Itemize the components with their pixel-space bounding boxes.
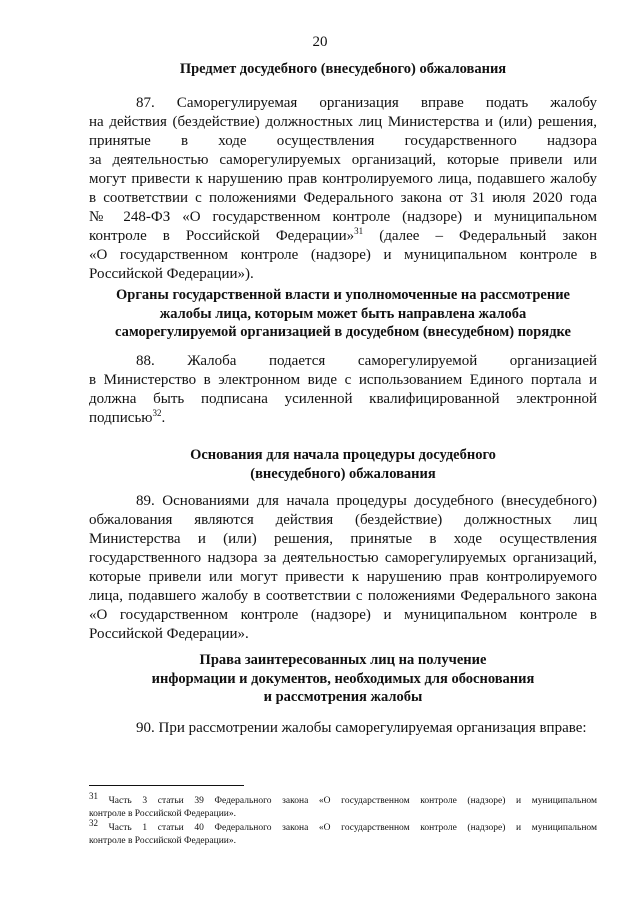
footnote-31 bbox=[89, 790, 597, 821]
heading-line: (внесудебного) обжалования bbox=[250, 465, 436, 482]
paragraph-87 bbox=[89, 94, 597, 284]
paragraph-text: (далее – Федеральный закон bbox=[363, 228, 597, 244]
footnote-divider bbox=[89, 785, 244, 786]
paragraph-90 bbox=[89, 719, 597, 738]
paragraph-line: Российской Федерации»). bbox=[89, 266, 254, 282]
paragraph-text: . bbox=[161, 410, 166, 426]
heading-line: Предмет досудебного (внесудебного) обжалования bbox=[179, 61, 507, 77]
footnote-line: контроле в Российской Федерации». bbox=[89, 809, 236, 819]
heading-line: и рассмотрения жалобы bbox=[263, 689, 423, 705]
section-heading-authorities bbox=[88, 286, 598, 342]
paragraph-line: в соответствии с положениями Федерального закона от 31 июля 2020 года bbox=[89, 190, 597, 206]
paragraph-line: государственного надзора за деятельностью саморегулируемых организаций, bbox=[89, 550, 597, 566]
section-heading-grounds bbox=[88, 446, 598, 483]
paragraph-line: обжалования являются действия (бездействие) должностных лиц bbox=[89, 512, 597, 528]
paragraph-line: 89. Основаниями для начала процедуры досудебного (внесудебного) bbox=[136, 493, 597, 509]
heading-line: Органы государственной власти и уполномоченные на рассмотрение bbox=[116, 287, 570, 303]
footnote-text: Часть 3 статьи 39 Федерального закона «О государственном контроле (надзоре) и муниципальном bbox=[98, 796, 597, 806]
paragraph-line bbox=[89, 227, 597, 246]
footnote-32 bbox=[89, 817, 597, 848]
paragraph-line: на действия (бездействие) должностных лиц Министерства и (или) решения, bbox=[89, 114, 597, 130]
paragraph-88 bbox=[89, 352, 597, 428]
heading-line: жалобы лица, которым может быть направлена жалоба bbox=[159, 305, 527, 322]
paragraph-line: «О государственном контроле (надзоре) и муниципальном контроле в bbox=[89, 607, 597, 623]
footnote-line bbox=[89, 817, 597, 835]
paragraph-89 bbox=[89, 492, 597, 644]
section-heading-subject bbox=[88, 60, 598, 79]
paragraph-text: контроле в Российской Федерации» bbox=[89, 228, 355, 244]
footnote-line bbox=[89, 790, 597, 808]
paragraph-line: должна быть подписана усиленной квалифицированной электронной bbox=[89, 391, 597, 407]
paragraph-text: подписью bbox=[89, 410, 153, 426]
footnote-ref-31[interactable]: 31 bbox=[354, 226, 364, 236]
paragraph-line: «О государственном контроле (надзоре) и муниципальном контроле в bbox=[89, 247, 597, 263]
paragraph-line: лица, подавшего жалобу в соответствии с положениями Федерального закона bbox=[89, 588, 597, 604]
footnote-line: контроле в Российской Федерации». bbox=[89, 836, 236, 846]
paragraph-line: № 248-ФЗ «О государственном контроле (надзоре) и муниципальном bbox=[89, 209, 597, 225]
heading-line: Основания для начала процедуры досудебного bbox=[190, 447, 496, 463]
heading-line: информации и документов, необходимых для обоснования bbox=[151, 670, 535, 687]
footnote-text: Часть 1 статьи 40 Федерального закона «О государственном контроле (надзоре) и муниципальном bbox=[98, 823, 597, 833]
paragraph-line bbox=[89, 409, 597, 428]
paragraph-line: которые привели или могут привести к нарушению прав контролируемого bbox=[89, 569, 597, 585]
paragraph-line: Российской Федерации». bbox=[89, 626, 249, 642]
paragraph-line: Министерства и (или) решения, принятые в ходе осуществления bbox=[89, 531, 597, 547]
footnote-mark: 32 bbox=[89, 817, 98, 828]
paragraph-line: 87. Саморегулируемая организация вправе подать жалобу bbox=[136, 95, 597, 111]
paragraph-line: 88. Жалоба подается саморегулируемой организацией bbox=[136, 353, 597, 369]
paragraph-line: в Министерство в электронном виде с использованием Единого портала и bbox=[89, 372, 597, 388]
paragraph-line: 90. При рассмотрении жалобы саморегулируемая организация вправе: bbox=[136, 720, 587, 736]
footnote-mark: 31 bbox=[89, 790, 98, 801]
heading-line: саморегулируемой организацией в досудебном (внесудебном) порядке bbox=[115, 324, 571, 340]
heading-line: Права заинтересованных лиц на получение bbox=[199, 652, 487, 668]
paragraph-line: могут привести к нарушению прав контролируемого лица, подавшего жалобу bbox=[89, 171, 597, 187]
page-number: 20 bbox=[312, 34, 328, 50]
paragraph-line: принятые в ходе осуществления государственного надзора bbox=[89, 133, 597, 149]
paragraph-line: за деятельностью саморегулируемых организаций, которые привели или bbox=[89, 152, 597, 168]
footnote-ref-32[interactable]: 32 bbox=[152, 408, 162, 418]
section-heading-rights bbox=[88, 651, 598, 707]
